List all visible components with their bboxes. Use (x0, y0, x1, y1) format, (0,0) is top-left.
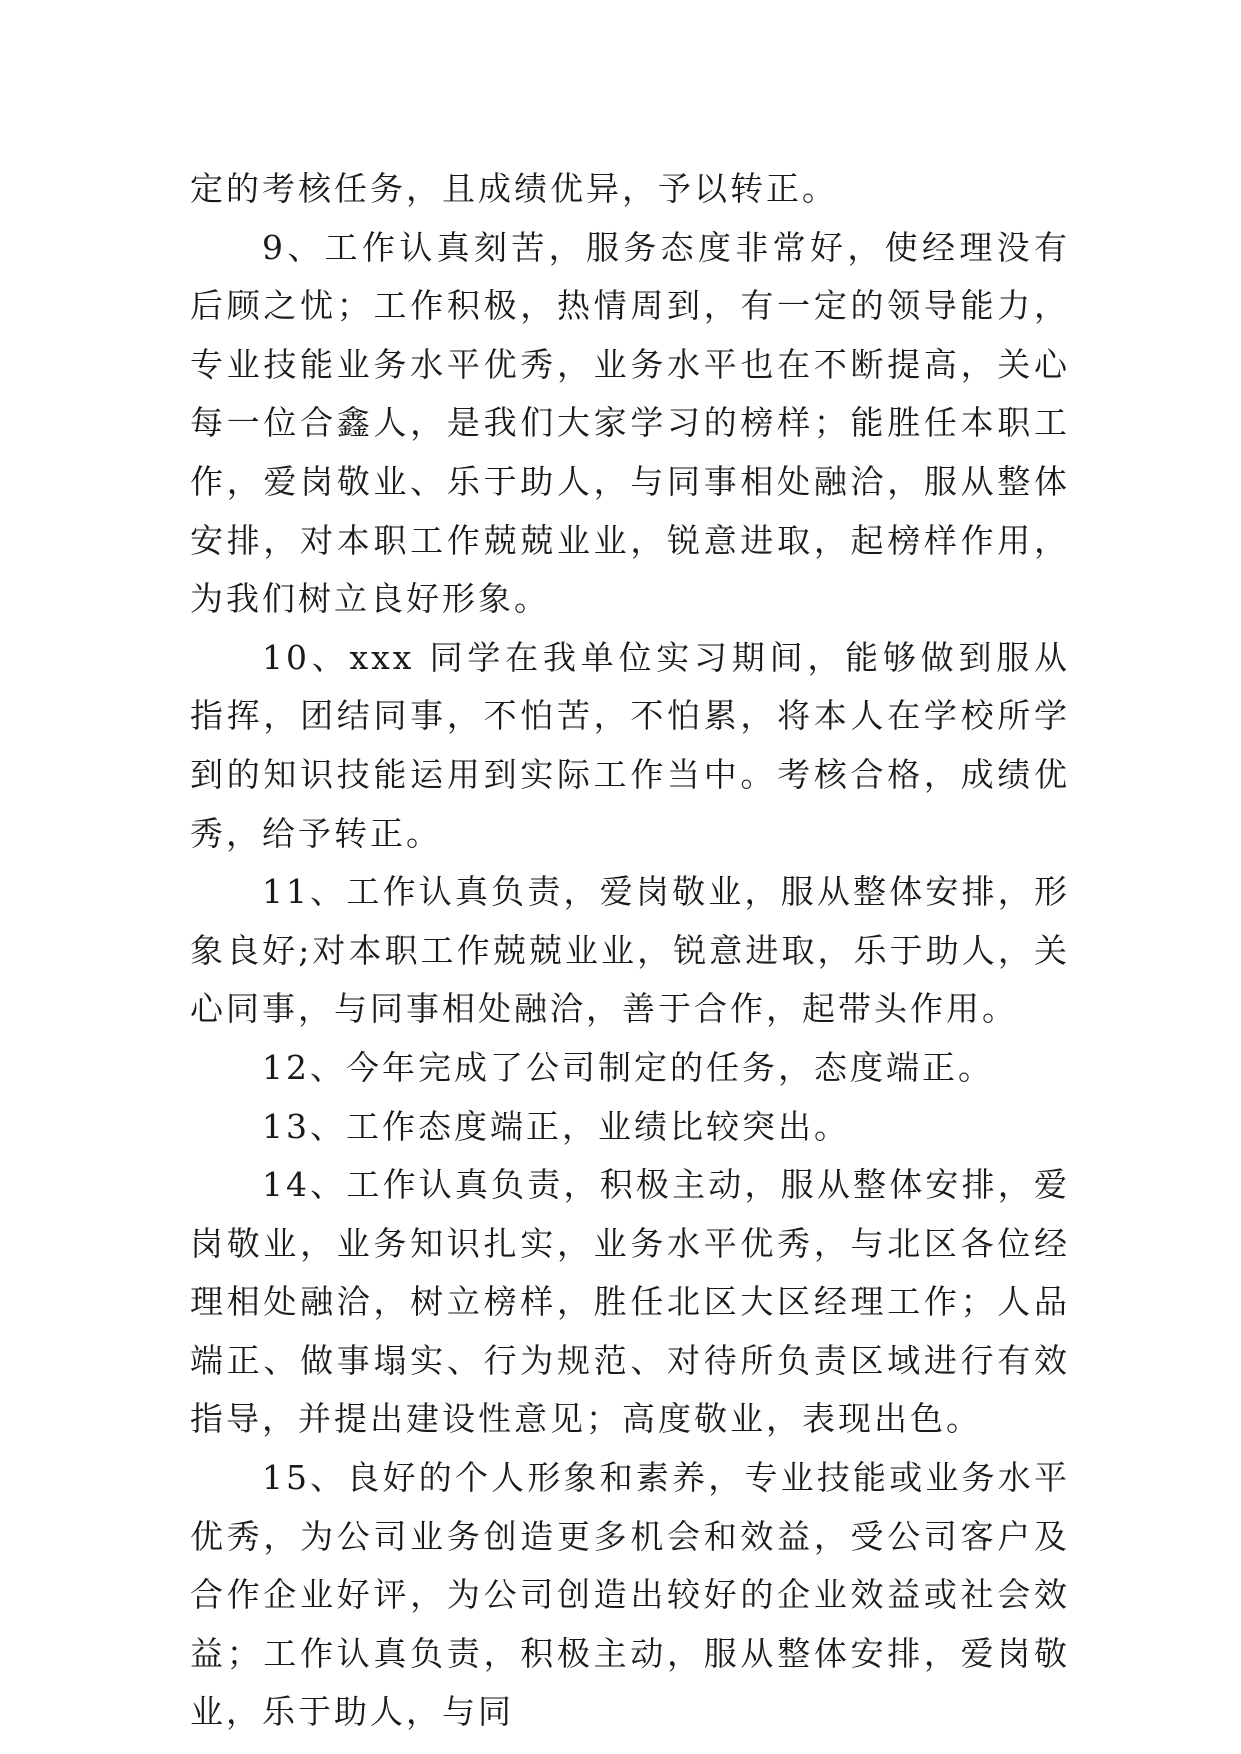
document-body (190, 160, 1070, 1742)
paragraph-item-14: 14、工作认真负责，积极主动，服从整体安排，爱岗敬业，业务知识扎实，业务水平优秀，与北区各位经理相处融洽，树立榜样，胜任北区大区经理工作；人品端正、做事塌实、行为规范、对待所负责区域进行有效指导，并提出建设性意见；高度敬业，表现出色。 (190, 1165, 1070, 1439)
paragraph-item-15: 15、良好的个人形象和素养，专业技能或业务水平优秀，为公司业务创造更多机会和效益，受公司客户及合作企业好评，为公司创造出较好的企业效益或社会效益；工作认真负责，积极主动，服从整体安排，爱岗敬业，乐于助人，与同 (190, 1458, 1070, 1732)
paragraph-item-11: 11、工作认真负责，爱岗敬业，服从整体安排，形象良好;对本职工作兢兢业业，锐意进取，乐于助人，关心同事，与同事相处融洽，善于合作，起带头作用。 (190, 872, 1070, 1029)
paragraph-item-9: 9、工作认真刻苦，服务态度非常好，使经理没有后顾之忧；工作积极，热情周到，有一定的领导能力，专业技能业务水平优秀，业务水平也在不断提高，关心每一位合鑫人，是我们大家学习的榜样；能胜任本职工作，爱岗敬业、乐于助人，与同事相处融洽，服从整体安排，对本职工作兢兢业业，锐意进取，起榜样作用，为我们树立良好形象。 (190, 227, 1070, 619)
paragraph-continuation: 定的考核任务，且成绩优异，予以转正。 (190, 169, 838, 208)
paragraph-item-12: 12、今年完成了公司制定的任务，态度端正。 (262, 1047, 994, 1087)
paragraph-item-10: 10、xxx 同学在我单位实习期间，能够做到服从指挥，团结同事，不怕苦，不怕累，将本人在学校所学到的知识技能运用到实际工作当中。考核合格，成绩优秀，给予转正。 (190, 637, 1070, 853)
paragraph-item-13: 13、工作态度端正，业绩比较突出。 (262, 1106, 850, 1146)
